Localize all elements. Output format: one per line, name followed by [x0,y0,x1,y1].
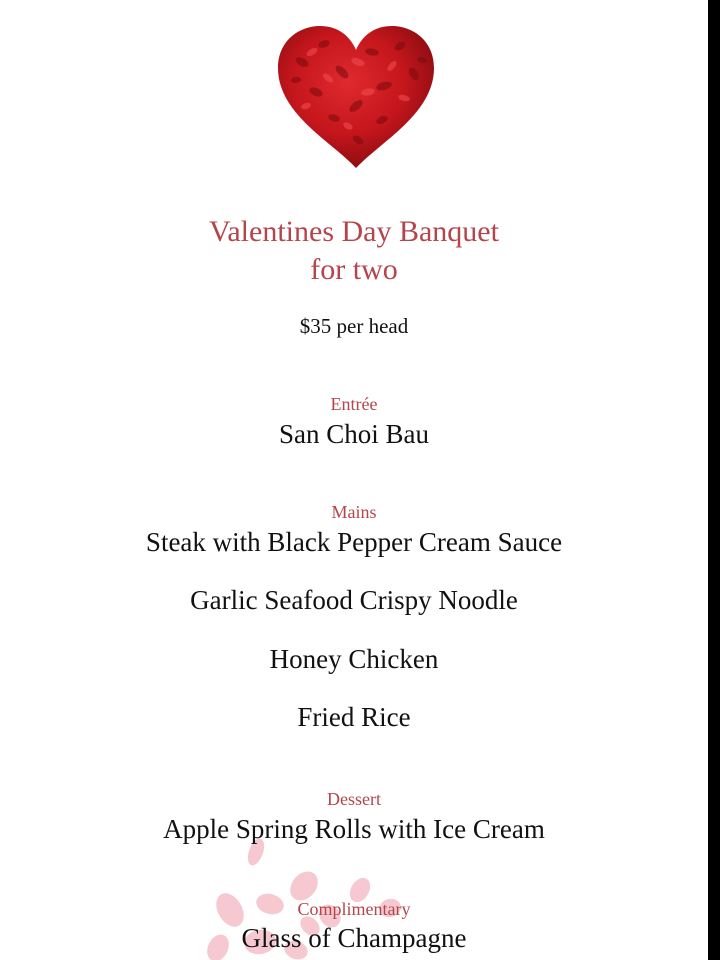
menu-title-line2: for two [310,253,398,286]
menu-item: San Choi Bau [278,419,429,449]
section-heading-dessert: Dessert [327,789,381,809]
menu-item: Apple Spring Rolls with Ice Cream [163,814,545,844]
menu-item: Garlic Seafood Crispy Noodle [190,585,518,615]
section-heading-mains: Mains [331,502,377,522]
price-label: $35 per head [299,314,409,338]
menu-item: Honey Chicken [269,644,439,674]
menu-title-line1: Valentines Day Banquet [209,215,499,248]
menu-item: Steak with Black Pepper Cream Sauce [145,527,563,557]
rose-petal-heart-icon [272,22,440,170]
section-heading-complimentary: Complimentary [297,899,411,919]
menu-item: Glass of Champagne [241,923,467,953]
section-heading-entree: Entrée [330,394,378,414]
menu-item: Fried Rice [297,702,411,732]
